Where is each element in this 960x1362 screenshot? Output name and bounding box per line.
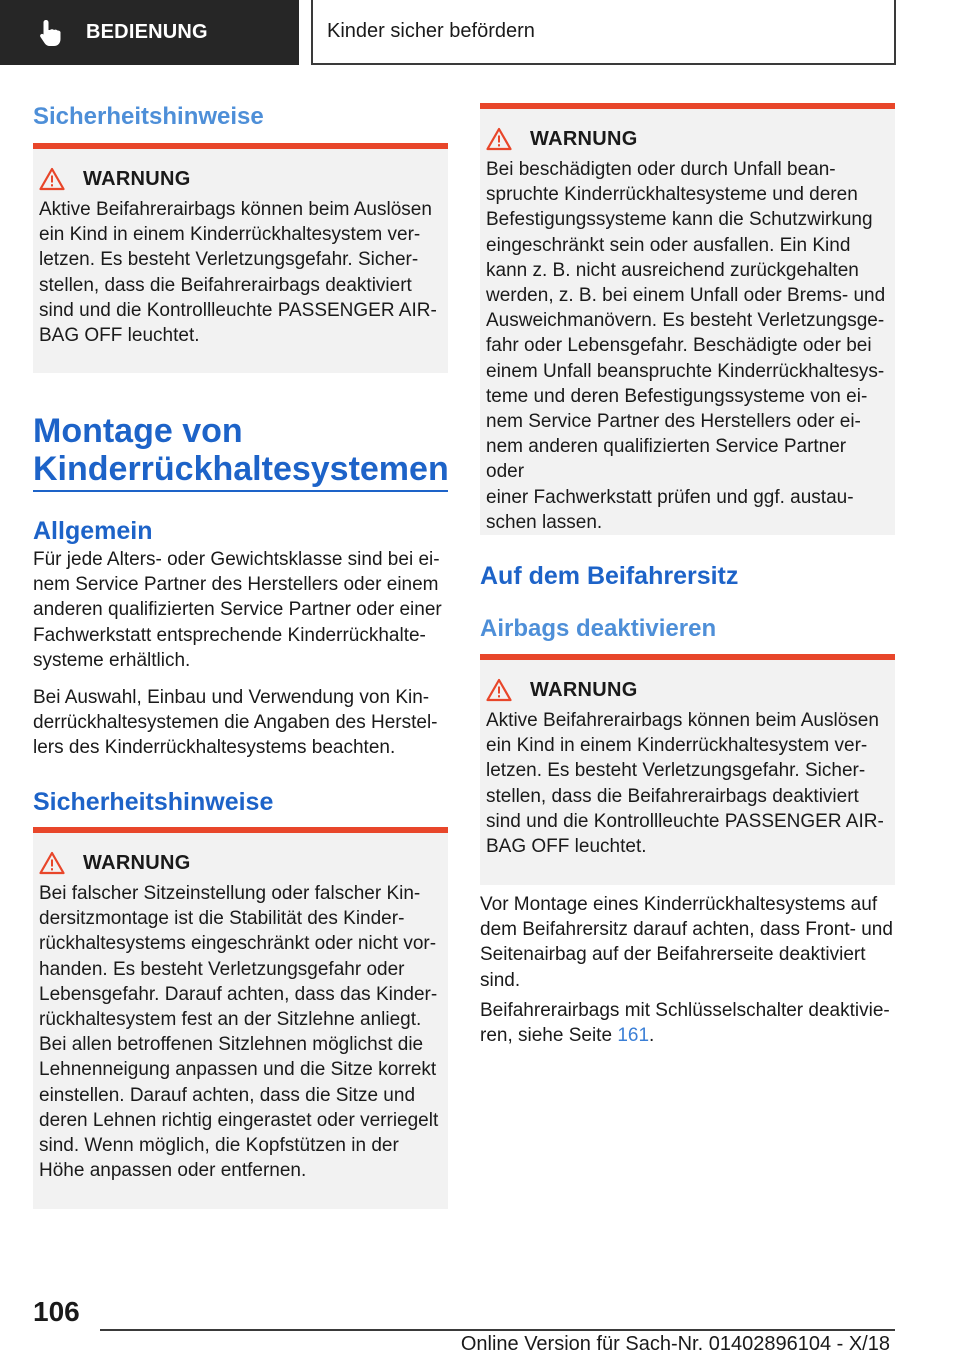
- warning-triangle-icon: [39, 167, 65, 191]
- chapter-tab-label: BEDIENUNG: [86, 21, 208, 43]
- text-line: kann z. B. nicht ausreichend zurückgehalten: [486, 259, 859, 281]
- text-line: einstellen. Darauf achten, dass die Sitze und: [39, 1084, 416, 1106]
- footer-text: Online Version für Sach-Nr. 01402896104 - X/18: [460, 1333, 890, 1355]
- text-line: nem Service Partner des Herstellers oder einem: [33, 574, 439, 596]
- text-line: einer Fachwerkstatt prüfen und ggf. austau-: [486, 486, 854, 508]
- text-line: teme und deren Befestigungssysteme von ei-: [486, 385, 868, 407]
- text-line: nem Service Partner des Herstellers oder ei-: [486, 411, 861, 433]
- text-line: Bei Auswahl, Einbau und Verwendung von Kin-: [33, 687, 430, 708]
- text-line: Fachwerkstatt entsprechende Kinderrückhalte-: [33, 624, 426, 646]
- text-line: [480, 1023, 895, 1048]
- warning-box: [33, 143, 448, 373]
- warning-title: WARNUNG: [530, 678, 638, 701]
- warning-text: [486, 157, 887, 535]
- text-line: einem Unfall beanspruchte Kinderrückhaltesys-: [486, 360, 885, 382]
- text-line: stellen, dass die Beifahrerairbags deaktiviert: [39, 274, 412, 296]
- text-line: Höhe anpassen oder entfernen.: [39, 1160, 307, 1182]
- text-line: anderen qualifizierten Service Partner oder einer: [33, 599, 442, 621]
- text-line: rückhaltesystems eingeschränkt oder nicht vor-: [39, 933, 437, 955]
- warning-text: [39, 197, 440, 348]
- warning-triangle-icon: [39, 851, 65, 875]
- warning-title: WARNUNG: [83, 851, 191, 874]
- chapter-divider: [33, 490, 448, 492]
- subheading: Allgemein: [33, 517, 153, 545]
- text-line: Für jede Alters- oder Gewichtsklasse sind bei ei-: [33, 549, 440, 570]
- text-line: sind und die Kontrollleuchte PASSENGER AIR-: [486, 810, 884, 832]
- chapter-title: [33, 412, 449, 488]
- text-line: lers des Kinderrückhaltesystems beachten.: [33, 737, 396, 759]
- text-line: Bei beschädigten oder durch Unfall bean-: [486, 159, 836, 180]
- text-line: sind und die Kontrollleuchte PASSENGER AIR-: [39, 299, 437, 321]
- text-line: derrückhaltesystemen die Angaben des Herstel-: [33, 712, 438, 734]
- page-header-title: Kinder sicher befördern: [327, 20, 535, 42]
- text-line: werden, z. B. bei einem Unfall oder Brems- und: [486, 285, 886, 307]
- text-line: letzen. Es besteht Verletzungsgefahr. Sicher-: [39, 249, 419, 271]
- text-span: .: [649, 1025, 655, 1047]
- warning-box: [33, 827, 448, 1209]
- text-line: eingeschränkt sein oder ausfallen. Ein Kind: [486, 234, 851, 256]
- text-line: systeme erhältlich.: [33, 649, 191, 671]
- running-header: [311, 0, 896, 65]
- text-line: handen. Es besteht Verletzungsgefahr oder: [39, 958, 405, 980]
- subsection-heading: Airbags deaktivieren: [480, 615, 717, 642]
- text-line: BAG OFF leuchtet.: [486, 836, 647, 858]
- paragraph: [33, 547, 448, 673]
- warning-triangle-icon: [486, 127, 512, 151]
- text-line: Aktive Beifahrerairbags können beim Auslösen: [39, 199, 432, 220]
- page-reference-link[interactable]: 161: [617, 1025, 650, 1047]
- text-line: BAG OFF leuchtet.: [39, 325, 200, 347]
- section-heading: Sicherheitshinweise: [33, 103, 264, 130]
- text-line: Befestigungssysteme kann die Schutzwirkung: [486, 209, 873, 231]
- text-line: spruchte Kinderrückhaltesysteme und deren: [486, 184, 858, 206]
- text-line: rückhaltesystem fest an der Sitzlehne anliegt.: [39, 1009, 422, 1031]
- section-heading: Sicherheitshinweise: [33, 788, 274, 816]
- section-heading: Auf dem Beifahrersitz: [480, 562, 739, 590]
- text-line: sind.: [480, 969, 521, 991]
- chapter-tab: [0, 0, 299, 65]
- chapter-title-line: Kinderrückhaltesystemen: [33, 450, 449, 488]
- text-span: ren, siehe Seite: [480, 1025, 618, 1047]
- warning-title: WARNUNG: [530, 127, 638, 150]
- text-line: deren Lehnen richtig eingerastet oder verriegelt: [39, 1109, 439, 1131]
- text-line: Lehnenneigung anpassen und die Sitze korrekt: [39, 1059, 437, 1081]
- text-line: schen lassen.: [486, 511, 603, 533]
- text-line: Vor Montage eines Kinderrückhaltesystems auf: [480, 894, 878, 915]
- warning-text: [486, 708, 887, 859]
- text-line: Seitenairbag auf der Beifahrerseite deaktiviert: [480, 944, 866, 966]
- warning-triangle-icon: [486, 678, 512, 702]
- warning-box: [480, 103, 895, 535]
- text-line: Lebensgefahr. Darauf achten, dass das Kinder-: [39, 983, 438, 1005]
- text-line: Bei falscher Sitzeinstellung oder falscher Kin-: [39, 883, 421, 904]
- warning-box: [480, 654, 895, 885]
- text-line: Beifahrerairbags mit Schlüsselschalter deaktivie-: [480, 1000, 890, 1021]
- text-line: dersitzmontage ist die Stabilität des Kinder-: [39, 908, 405, 930]
- paragraph: [480, 892, 895, 993]
- text-line: letzen. Es besteht Verletzungsgefahr. Sicher-: [486, 760, 866, 782]
- text-line: stellen, dass die Beifahrerairbags deaktiviert: [486, 785, 859, 807]
- warning-title: WARNUNG: [83, 167, 191, 190]
- text-line: dem Beifahrersitz darauf achten, dass Front- und: [480, 919, 893, 941]
- page-number: 106: [33, 1296, 80, 1327]
- text-line: ein Kind in einem Kinderrückhaltesystem ver-: [39, 224, 421, 246]
- text-line: sind. Wenn möglich, die Kopfstützen in der: [39, 1135, 399, 1157]
- text-line: ein Kind in einem Kinderrückhaltesystem ver-: [486, 735, 868, 757]
- text-line: Ausweichmanövern. Es besteht Verletzungsge-: [486, 310, 885, 332]
- text-line: fahr oder Lebensgefahr. Beschädigte oder bei: [486, 335, 872, 357]
- paragraph: [33, 685, 448, 761]
- text-line: Bei allen betroffenen Sitzlehnen möglichst die: [39, 1034, 424, 1056]
- warning-text: [39, 881, 440, 1183]
- text-line: Aktive Beifahrerairbags können beim Auslösen: [486, 710, 879, 731]
- paragraph: [480, 998, 895, 1048]
- footer-divider: [100, 1329, 895, 1331]
- text-line: nem anderen qualifizierten Service Partner oder: [486, 436, 847, 483]
- chapter-title-line: Montage von: [33, 412, 243, 450]
- pointing-hand-icon: [38, 18, 68, 48]
